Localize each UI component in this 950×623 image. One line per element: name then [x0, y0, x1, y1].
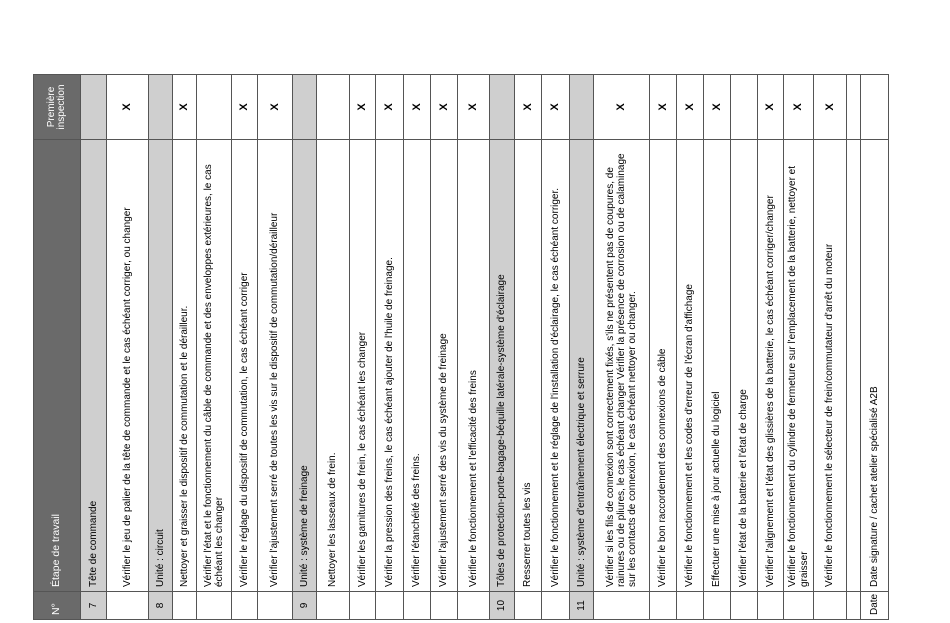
row-step-text: Vérifier l'ajustement serré des vis du système de freinage	[431, 140, 458, 592]
table-row-item	[107, 75, 149, 620]
row-number	[515, 592, 542, 620]
row-inspection-mark	[293, 75, 317, 140]
row-inspection-mark	[570, 75, 594, 140]
row-number: 8	[149, 592, 173, 620]
row-inspection-mark: X	[758, 75, 784, 140]
row-inspection-mark: X	[542, 75, 570, 140]
table-row-section	[81, 75, 107, 620]
row-number	[376, 592, 404, 620]
row-number	[704, 592, 731, 620]
table-row-blank	[847, 75, 861, 620]
row-step-text: Vérifier les garnitures de frein, le cas échéant les changer	[350, 140, 376, 592]
row-number: 9	[293, 592, 317, 620]
row-number	[594, 592, 650, 620]
table-row-item	[376, 75, 404, 620]
row-inspection-mark	[847, 75, 861, 140]
row-step-text: Date signature / cachet atelier spécialisé A2B	[861, 140, 889, 592]
table-row-item	[814, 75, 847, 620]
header-step: Étape de travail	[34, 140, 81, 592]
header-first-inspection: Première inspection	[34, 75, 81, 140]
row-inspection-mark	[149, 75, 173, 140]
row-step-text: Vérifier l'ajustement serré de toutes les vis sur le dispositif de commutation/dérailleur	[258, 140, 293, 592]
table-row-item	[431, 75, 458, 620]
row-step-text: Unité : circuit	[149, 140, 173, 592]
row-step-text	[847, 140, 861, 592]
table-row-item	[258, 75, 293, 620]
row-number	[677, 592, 704, 620]
row-inspection-mark: X	[404, 75, 431, 140]
table-row-item	[677, 75, 704, 620]
row-step-text: Vérifier le fonctionnement et les codes d'erreur de l'écran d'affichage	[677, 140, 704, 592]
row-inspection-mark	[197, 75, 232, 140]
row-number	[350, 592, 376, 620]
row-step-text: Vérifier le fonctionnement et l'efficacité des freins	[458, 140, 490, 592]
row-step-text: Vérifier l'état et le fonctionnement du câble de commande et des enveloppes extérieures, le cas échéant les changer	[197, 140, 232, 592]
row-number	[232, 592, 258, 620]
row-step-text: Vérifier le jeu de palier de la tête de commande et le cas échéant corriger, ou changer	[107, 140, 149, 592]
table-row-item	[458, 75, 490, 620]
row-inspection-mark: X	[107, 75, 149, 140]
table-row-item	[704, 75, 731, 620]
table-row-section	[570, 75, 594, 620]
table-row-item	[173, 75, 197, 620]
row-number	[731, 592, 758, 620]
row-inspection-mark	[861, 75, 889, 140]
row-inspection-mark: X	[814, 75, 847, 140]
row-inspection-mark	[490, 75, 515, 140]
row-number: 11	[570, 592, 594, 620]
row-inspection-mark: X	[784, 75, 814, 140]
row-inspection-mark	[731, 75, 758, 140]
table-row-item	[404, 75, 431, 620]
row-inspection-mark: X	[515, 75, 542, 140]
table-body	[81, 75, 889, 620]
row-step-text: Vérifier l'alignement et l'état des glissières de la batterie, le cas échéant corriger/changer	[758, 140, 784, 592]
row-inspection-mark: X	[594, 75, 650, 140]
row-number	[173, 592, 197, 620]
row-number	[814, 592, 847, 620]
row-step-text: Resserrer toutes les vis	[515, 140, 542, 592]
row-inspection-mark: X	[258, 75, 293, 140]
row-inspection-mark	[317, 75, 350, 140]
row-inspection-mark: X	[704, 75, 731, 140]
table-row-section	[293, 75, 317, 620]
row-number: 10	[490, 592, 515, 620]
row-step-text: Vérifier l'état de la batterie et l'état de charge	[731, 140, 758, 592]
row-inspection-mark: X	[232, 75, 258, 140]
table-row-item	[542, 75, 570, 620]
row-number	[107, 592, 149, 620]
row-inspection-mark: X	[350, 75, 376, 140]
table-row-item	[784, 75, 814, 620]
row-step-text: Tête de commande	[81, 140, 107, 592]
row-inspection-mark: X	[376, 75, 404, 140]
row-inspection-mark: X	[431, 75, 458, 140]
table-row-item	[731, 75, 758, 620]
table-row-section	[149, 75, 173, 620]
table-row-item	[350, 75, 376, 620]
maintenance-table-rotated	[33, 75, 880, 620]
row-step-text: Vérifier le réglage du dispositif de commutation, le cas échéant corriger	[232, 140, 258, 592]
row-number	[404, 592, 431, 620]
row-inspection-mark: X	[173, 75, 197, 140]
table-row-item	[515, 75, 542, 620]
row-number: 7	[81, 592, 107, 620]
row-inspection-mark	[81, 75, 107, 140]
row-step-text: Tôles de protection-porte-bagage-béquille latérale-système d'éclairage	[490, 140, 515, 592]
table-row-item	[650, 75, 677, 620]
row-number: Date	[861, 592, 889, 620]
row-step-text: Effectuer une mise à jour actuelle du logiciel	[704, 140, 731, 592]
row-number	[458, 592, 490, 620]
row-number	[317, 592, 350, 620]
row-number	[258, 592, 293, 620]
row-step-text: Vérifier le bon raccordement des connexions de câble	[650, 140, 677, 592]
row-step-text: Nettoyer les lasseaux de frein.	[317, 140, 350, 592]
row-step-text: Unité : système de freinage	[293, 140, 317, 592]
table-row-footer	[861, 75, 889, 620]
row-step-text: Unité : système d'entraînement électrique et serrure	[570, 140, 594, 592]
row-inspection-mark: X	[458, 75, 490, 140]
row-step-text: Vérifier le fonctionnement du cylindre de fermeture sur l'emplacement de la batterie, nettoyer et graisser	[784, 140, 814, 592]
row-step-text: Nettoyer et graisser le dispositif de commutation et le dérailleur.	[173, 140, 197, 592]
row-number	[650, 592, 677, 620]
table-header-row	[34, 75, 81, 620]
maintenance-table	[33, 74, 889, 620]
row-number	[758, 592, 784, 620]
row-number	[431, 592, 458, 620]
row-number	[784, 592, 814, 620]
row-inspection-mark: X	[677, 75, 704, 140]
table-row-item	[758, 75, 784, 620]
table-row-item	[594, 75, 650, 620]
row-inspection-mark: X	[650, 75, 677, 140]
row-number	[847, 592, 861, 620]
row-number	[542, 592, 570, 620]
row-step-text: Vérifier le fonctionnement le sélecteur de frein/commutateur d'arrêt du moteur	[814, 140, 847, 592]
table-row-item	[232, 75, 258, 620]
row-number	[197, 592, 232, 620]
row-step-text: Vérifier le fonctionnement et le réglage de l'installation d'éclairage, le cas échéant corriger.	[542, 140, 570, 592]
table-row-item	[197, 75, 232, 620]
row-step-text: Vérifier l'étanchéité des freins.	[404, 140, 431, 592]
table-row-item	[317, 75, 350, 620]
header-number: N°	[34, 592, 81, 620]
row-step-text: Vérifier la pression des freins, le cas échéant ajouter de l'huile de freinage.	[376, 140, 404, 592]
row-step-text: Vérifier si les fils de connexion sont correctement fixés, s'ils ne présentent pas de coupures, de rainures ou de pliures, le cas échéant changer Vérifier la présence de corrosion ou de calaminage sur les contacts de connexion, le cas échéant nettoyer ou changer.	[594, 140, 650, 592]
table-row-section	[490, 75, 515, 620]
